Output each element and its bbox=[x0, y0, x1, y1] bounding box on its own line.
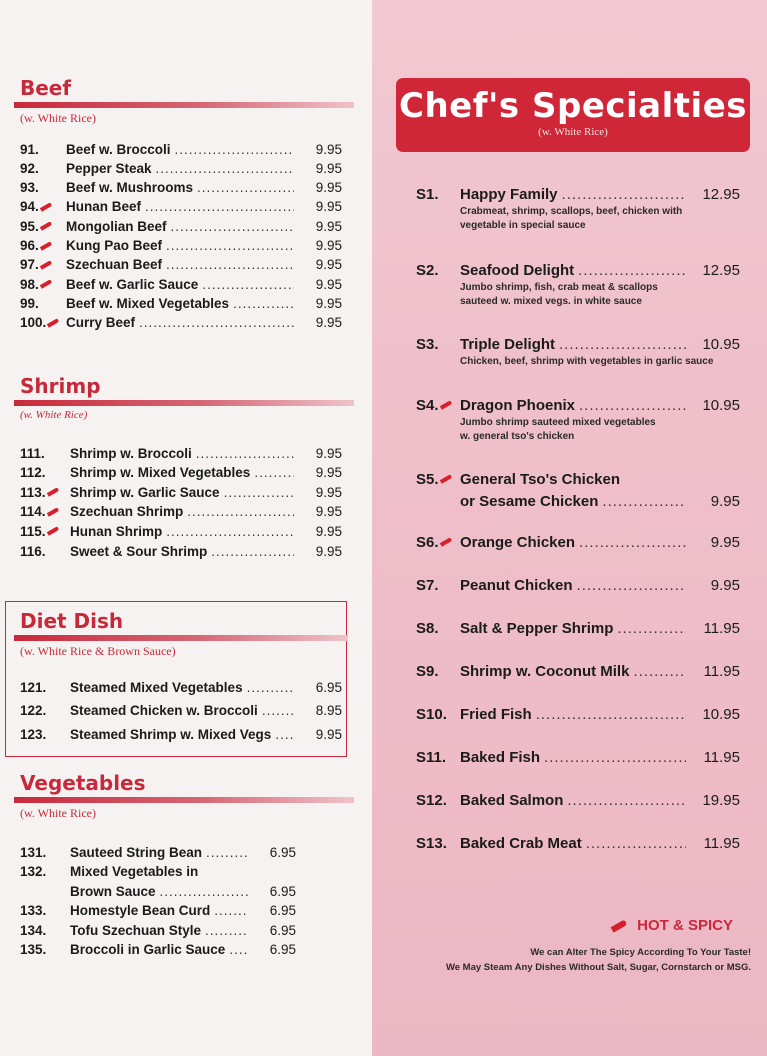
leader-dots bbox=[275, 727, 294, 742]
specialty-price: 11.95 bbox=[703, 619, 740, 637]
item-price: 6.95 bbox=[315, 679, 342, 695]
item-number-text: 91. bbox=[20, 141, 39, 157]
specialty-name: Salt & Pepper Shrimp bbox=[460, 619, 614, 637]
leader-dots bbox=[197, 180, 294, 195]
item-number bbox=[20, 277, 66, 292]
specialty-line bbox=[416, 832, 740, 854]
item-name: Curry Beef bbox=[66, 315, 136, 331]
item-price: 9.95 bbox=[315, 465, 342, 481]
chef-specialties-title: Chef's Specialties bbox=[399, 86, 747, 126]
item-name: Mixed Vegetables in bbox=[70, 864, 199, 879]
specialty-description: sauteed w. mixed vegs. in white sauce bbox=[460, 296, 642, 307]
item-price: 9.95 bbox=[315, 523, 342, 539]
item-name: Beef w. Mixed Vegetables bbox=[66, 295, 230, 311]
leader-dots bbox=[202, 277, 294, 292]
item-number bbox=[20, 903, 70, 918]
item-number-text: 115. bbox=[20, 523, 46, 539]
leader-dots bbox=[617, 620, 686, 637]
item-number bbox=[20, 942, 70, 957]
leader-dots bbox=[577, 577, 686, 594]
specialty-name: Happy Family bbox=[460, 185, 558, 203]
menu-item bbox=[20, 521, 342, 541]
menu-item bbox=[20, 701, 342, 721]
item-number bbox=[20, 296, 66, 311]
item-number bbox=[20, 680, 70, 695]
item-number bbox=[20, 504, 70, 519]
item-number bbox=[20, 923, 70, 938]
specialty-code bbox=[416, 262, 460, 279]
section-diet-dish bbox=[14, 609, 354, 659]
leader-dots bbox=[578, 262, 686, 279]
section-beef bbox=[14, 76, 354, 126]
specialty-description: Crabmeat, shrimp, scallops, beef, chicken with bbox=[460, 206, 683, 217]
item-number-text: 111. bbox=[20, 445, 45, 461]
item-name: Szechuan Shrimp bbox=[70, 504, 184, 520]
menu-item bbox=[20, 255, 342, 275]
chili-pepper-icon bbox=[440, 539, 452, 545]
specialty-name-line2: or Sesame Chicken bbox=[460, 492, 599, 510]
leader-dots bbox=[579, 534, 686, 551]
specialty-name: Shrimp w. Coconut Milk bbox=[460, 662, 630, 680]
specialty-name: Triple Delight bbox=[460, 335, 556, 353]
section-underline bbox=[14, 635, 348, 641]
specialty-price: 11.95 bbox=[703, 748, 740, 766]
item-number bbox=[20, 864, 70, 879]
specialty-code-text: S5. bbox=[416, 470, 439, 488]
specialty-line bbox=[416, 789, 740, 811]
specialty-price: 10.95 bbox=[702, 396, 740, 414]
specialty-line bbox=[416, 259, 740, 281]
specialty-name: Orange Chicken bbox=[460, 533, 576, 551]
chili-pepper-icon bbox=[40, 281, 52, 287]
specialty-description: vegetable in special sauce bbox=[460, 220, 586, 231]
leader-dots bbox=[602, 493, 686, 510]
specialty-line bbox=[416, 574, 740, 596]
item-number bbox=[20, 219, 66, 234]
item-price: 9.95 bbox=[315, 218, 342, 234]
leader-dots bbox=[160, 884, 248, 899]
item-name: Kung Pao Beef bbox=[66, 238, 163, 253]
item-number bbox=[20, 180, 66, 195]
specialty-line bbox=[416, 703, 740, 725]
specialty-description: Jumbo shrimp, fish, crab meat & scallops bbox=[460, 282, 658, 293]
specialty-code-text: S12. bbox=[416, 791, 447, 809]
item-name: Pepper Steak bbox=[66, 160, 152, 176]
specialty-price: 11.95 bbox=[703, 662, 740, 680]
menu-item bbox=[20, 842, 296, 862]
specialty-code bbox=[416, 336, 460, 353]
chili-pepper-icon bbox=[47, 320, 59, 326]
leader-dots bbox=[145, 199, 294, 214]
menu-item bbox=[20, 178, 342, 198]
chili-pepper-icon bbox=[40, 243, 52, 249]
specialty-item bbox=[416, 660, 740, 682]
specialty-code-text: S10. bbox=[416, 705, 447, 723]
specialty-price: 12.95 bbox=[702, 261, 740, 279]
section-subtitle: (w. White Rice) bbox=[20, 806, 96, 820]
item-name: Shrimp w. Broccoli bbox=[70, 445, 192, 461]
item-name: Steamed Shrimp w. Mixed Vegs bbox=[70, 726, 272, 742]
item-number bbox=[20, 257, 66, 272]
specialty-price: 10.95 bbox=[702, 705, 740, 723]
item-number bbox=[20, 199, 66, 214]
item-number bbox=[20, 524, 70, 539]
specialty-line bbox=[416, 660, 740, 682]
chili-pepper-icon bbox=[611, 922, 627, 930]
item-number-text: 116. bbox=[20, 543, 46, 559]
leader-dots bbox=[233, 296, 294, 311]
section-underline bbox=[14, 400, 354, 406]
item-price: 9.95 bbox=[315, 315, 342, 331]
specialty-line bbox=[416, 394, 740, 416]
specialty-name: Baked Crab Meat bbox=[460, 834, 582, 852]
specialty-code-text: S9. bbox=[416, 662, 439, 680]
leader-dots bbox=[166, 524, 294, 539]
specialty-item bbox=[416, 703, 740, 725]
section-subtitle: (w. White Rice) bbox=[20, 409, 88, 421]
item-number-text: 112. bbox=[20, 465, 46, 481]
hot-spicy-label: HOT & SPICY bbox=[637, 917, 733, 934]
item-name: Sweet & Sour Shrimp bbox=[70, 543, 208, 559]
chef-specialties-banner bbox=[396, 78, 750, 152]
specialty-code-text: S3. bbox=[416, 335, 439, 353]
item-name: Beef w. Mushrooms bbox=[66, 180, 194, 196]
item-number-text: 134. bbox=[20, 922, 47, 938]
item-number-text: 114. bbox=[20, 504, 46, 520]
menu-item bbox=[20, 940, 296, 960]
chili-pepper-icon bbox=[440, 402, 452, 408]
item-name: Mongolian Beef bbox=[66, 218, 167, 234]
item-number-text: 131. bbox=[20, 844, 47, 860]
menu-item bbox=[20, 541, 342, 561]
specialty-code-text: S11. bbox=[416, 748, 447, 766]
section-vegetables bbox=[14, 771, 354, 821]
item-price: 9.95 bbox=[315, 276, 342, 292]
menu-item bbox=[20, 901, 296, 921]
specialty-price: 9.95 bbox=[710, 533, 740, 551]
section-title: Vegetables bbox=[20, 771, 146, 795]
section-shrimp bbox=[14, 374, 354, 421]
item-price: 8.95 bbox=[315, 703, 342, 719]
item-name: Steamed Chicken w. Broccoli bbox=[70, 703, 258, 719]
chili-pepper-icon bbox=[40, 262, 52, 268]
menu-item bbox=[20, 216, 342, 236]
specialty-code bbox=[416, 534, 460, 551]
leader-dots bbox=[214, 903, 248, 918]
specialty-code bbox=[416, 471, 460, 488]
hot-spicy-legend bbox=[610, 917, 733, 934]
item-number-text: 133. bbox=[20, 903, 47, 918]
item-price: 9.95 bbox=[315, 180, 342, 196]
item-name: Beef w. Garlic Sauce bbox=[66, 276, 199, 292]
chili-pepper-icon bbox=[440, 476, 452, 482]
specialty-code bbox=[416, 186, 460, 203]
specialty-code bbox=[416, 835, 460, 852]
specialty-name: Baked Salmon bbox=[460, 791, 564, 809]
leader-dots bbox=[567, 792, 686, 809]
specialty-item bbox=[416, 394, 740, 444]
item-name: Shrimp w. Garlic Sauce bbox=[70, 484, 220, 500]
item-price: 6.95 bbox=[269, 844, 296, 860]
menu-item bbox=[20, 236, 342, 256]
leader-dots bbox=[139, 315, 294, 330]
menu-item bbox=[20, 502, 342, 522]
leader-dots bbox=[156, 161, 294, 176]
chef-specialties-subtitle: (w. White Rice) bbox=[538, 126, 608, 138]
item-name: Broccoli in Garlic Sauce bbox=[70, 942, 226, 957]
item-number-text: 100. bbox=[20, 315, 47, 331]
menu-item bbox=[20, 293, 342, 313]
menu-item bbox=[20, 482, 342, 502]
leader-dots bbox=[206, 845, 248, 860]
section-title: Diet Dish bbox=[20, 609, 124, 633]
item-price: 6.95 bbox=[269, 903, 296, 918]
leader-dots bbox=[229, 942, 248, 957]
specialty-price: 9.95 bbox=[710, 576, 740, 594]
item-number bbox=[20, 142, 66, 157]
item-price: 9.95 bbox=[315, 160, 342, 176]
item-name: Beef w. Broccoli bbox=[66, 141, 171, 157]
menu-item bbox=[20, 443, 342, 463]
specialty-description: Jumbo shrimp sauteed mixed vegetables bbox=[460, 417, 656, 428]
item-number-text: 98. bbox=[20, 276, 39, 292]
item-price: 9.95 bbox=[315, 726, 342, 742]
item-name: Hunan Shrimp bbox=[70, 523, 163, 539]
leader-dots bbox=[254, 465, 294, 480]
specialty-code-text: S8. bbox=[416, 619, 439, 637]
specialty-name: Dragon Phoenix bbox=[460, 396, 576, 414]
leader-dots bbox=[559, 336, 686, 353]
menu-item bbox=[20, 862, 296, 882]
specialty-name: Peanut Chicken bbox=[460, 576, 573, 594]
specialty-name: Baked Fish bbox=[460, 748, 541, 766]
leader-dots bbox=[166, 257, 294, 272]
item-number-text: 94. bbox=[20, 199, 39, 215]
section-title: Shrimp bbox=[20, 374, 101, 398]
item-number-text: 99. bbox=[20, 295, 39, 311]
specialty-item bbox=[416, 574, 740, 596]
specialty-price: 9.95 bbox=[710, 492, 740, 510]
specialty-code-text: S1. bbox=[416, 185, 439, 203]
specialty-code-text: S6. bbox=[416, 533, 439, 551]
item-price: 9.95 bbox=[315, 295, 342, 311]
item-number-text: 135. bbox=[20, 942, 47, 957]
specialty-code bbox=[416, 792, 460, 809]
item-name: Tofu Szechuan Style bbox=[70, 922, 202, 938]
specialty-code bbox=[416, 749, 460, 766]
item-number-text: 132. bbox=[20, 864, 47, 879]
leader-dots bbox=[171, 219, 295, 234]
item-number-text: 122. bbox=[20, 703, 47, 719]
item-number-text: 113. bbox=[20, 484, 46, 500]
specialty-code bbox=[416, 397, 460, 414]
leader-dots bbox=[224, 485, 294, 500]
item-number bbox=[20, 703, 70, 718]
item-price: 6.95 bbox=[269, 922, 296, 938]
leader-dots bbox=[196, 446, 294, 461]
leader-dots bbox=[536, 706, 686, 723]
item-name: Steamed Mixed Vegetables bbox=[70, 679, 243, 695]
specialty-item bbox=[416, 333, 740, 369]
specialty-description: Chicken, beef, shrimp with vegetables in garlic sauce bbox=[460, 356, 714, 367]
leader-dots bbox=[544, 749, 686, 766]
specialty-item bbox=[416, 259, 740, 309]
leader-dots bbox=[175, 142, 294, 157]
specialty-code bbox=[416, 706, 460, 723]
item-price: 9.95 bbox=[315, 257, 342, 273]
specialty-price: 12.95 bbox=[702, 185, 740, 203]
menu-item bbox=[20, 463, 342, 483]
item-name: Shrimp w. Mixed Vegetables bbox=[70, 465, 251, 481]
specialty-price: 11.95 bbox=[703, 834, 740, 852]
specialty-line bbox=[416, 183, 740, 205]
item-number bbox=[20, 845, 70, 860]
leader-dots bbox=[262, 703, 294, 718]
chili-pepper-icon bbox=[40, 223, 52, 229]
item-price: 9.95 bbox=[315, 238, 342, 253]
leader-dots bbox=[586, 835, 686, 852]
specialty-item bbox=[416, 789, 740, 811]
item-number-text: 123. bbox=[20, 726, 47, 742]
specialty-line bbox=[416, 333, 740, 355]
steam-note: We May Steam Any Dishes Without Salt, Sugar, Cornstarch or MSG. bbox=[445, 962, 751, 973]
chili-pepper-icon bbox=[40, 204, 52, 210]
section-underline bbox=[14, 797, 354, 803]
item-number bbox=[20, 446, 70, 461]
menu-item bbox=[20, 197, 342, 217]
specialty-line bbox=[416, 617, 740, 639]
specialty-code bbox=[416, 663, 460, 680]
leader-dots bbox=[166, 238, 294, 253]
item-price: 9.95 bbox=[315, 543, 342, 559]
chef-specialties-panel bbox=[372, 0, 767, 1056]
item-price: 9.95 bbox=[315, 141, 342, 157]
chili-pepper-icon bbox=[47, 528, 59, 534]
specialty-line bbox=[416, 746, 740, 768]
item-name: Sauteed String Bean bbox=[70, 844, 203, 860]
specialty-item bbox=[416, 746, 740, 768]
section-subtitle: (w. White Rice & Brown Sauce) bbox=[20, 644, 176, 658]
specialty-code bbox=[416, 620, 460, 637]
item-name: Hunan Beef bbox=[66, 199, 142, 215]
menu-item bbox=[20, 677, 342, 697]
specialty-item bbox=[416, 468, 740, 512]
item-number-text: 95. bbox=[20, 218, 39, 234]
specialty-line bbox=[416, 531, 740, 553]
menu-item bbox=[20, 158, 342, 178]
menu-item-continued bbox=[20, 881, 296, 901]
leader-dots bbox=[562, 186, 686, 203]
item-price: 6.95 bbox=[269, 883, 296, 899]
specialty-name: Seafood Delight bbox=[460, 261, 575, 279]
spicy-note: We can Alter The Spicy According To Your Taste! bbox=[530, 947, 751, 958]
item-name: Szechuan Beef bbox=[66, 257, 163, 273]
leader-dots bbox=[633, 663, 686, 680]
specialty-code-text: S7. bbox=[416, 576, 439, 594]
item-number-text: 96. bbox=[20, 238, 39, 253]
menu-item bbox=[20, 139, 342, 159]
specialty-line-continued bbox=[416, 490, 740, 512]
item-number-text: 93. bbox=[20, 180, 39, 196]
menu-item bbox=[20, 724, 342, 744]
item-number bbox=[20, 465, 70, 480]
leader-dots bbox=[187, 504, 294, 519]
item-number bbox=[20, 315, 66, 330]
item-number-text: 92. bbox=[20, 160, 39, 176]
specialty-description: w. general tso's chicken bbox=[460, 431, 575, 442]
item-number bbox=[20, 727, 70, 742]
specialty-item bbox=[416, 832, 740, 854]
item-price: 6.95 bbox=[269, 942, 296, 957]
specialty-code bbox=[416, 577, 460, 594]
leader-dots bbox=[579, 397, 686, 414]
specialty-line bbox=[416, 468, 740, 490]
section-subtitle: (w. White Rice) bbox=[20, 111, 96, 125]
specialty-code-text: S2. bbox=[416, 261, 439, 279]
specialty-code-text: S4. bbox=[416, 396, 439, 414]
menu-item bbox=[20, 274, 342, 294]
item-price: 9.95 bbox=[315, 199, 342, 215]
specialty-code-text: S13. bbox=[416, 834, 447, 852]
leader-dots bbox=[211, 544, 294, 559]
specialty-price: 19.95 bbox=[702, 791, 740, 809]
item-number bbox=[20, 485, 70, 500]
item-name-line2: Brown Sauce bbox=[70, 883, 156, 899]
item-number bbox=[20, 238, 66, 253]
specialty-item bbox=[416, 183, 740, 233]
menu-item bbox=[20, 920, 296, 940]
section-title: Beef bbox=[20, 76, 72, 100]
section-underline bbox=[14, 102, 354, 108]
item-number-text: 97. bbox=[20, 257, 39, 273]
chili-pepper-icon bbox=[47, 509, 59, 515]
item-number bbox=[20, 161, 66, 176]
menu-item bbox=[20, 313, 342, 333]
specialty-item bbox=[416, 617, 740, 639]
item-price: 9.95 bbox=[315, 445, 342, 461]
item-price: 9.95 bbox=[315, 484, 342, 500]
item-name: Homestyle Bean Curd bbox=[70, 903, 211, 918]
leader-dots bbox=[247, 680, 294, 695]
item-number-text: 121. bbox=[20, 679, 47, 695]
item-number bbox=[20, 544, 70, 559]
specialty-price: 10.95 bbox=[702, 335, 740, 353]
item-price: 9.95 bbox=[315, 504, 342, 520]
leader-dots bbox=[205, 923, 248, 938]
specialty-item bbox=[416, 531, 740, 553]
specialty-name: Fried Fish bbox=[460, 705, 532, 723]
specialty-name: General Tso's Chicken bbox=[460, 470, 621, 488]
chili-pepper-icon bbox=[47, 489, 59, 495]
